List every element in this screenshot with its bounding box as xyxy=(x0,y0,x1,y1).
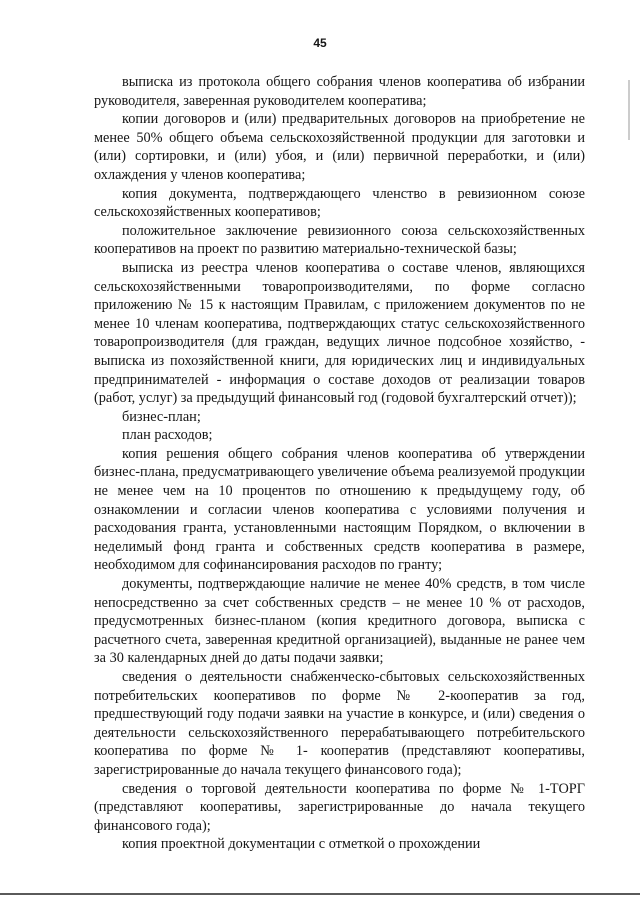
paragraph-meeting-decision: копия решения общего собрания членов кооператива об утверждении бизнес-плана, предусматривающего увеличение объема реализуемой продукции не менее чем на 10 процентов по отношению к предыдущему году, об ознакомлении и согласии членов кооператива с условиями получения и расходования гранта, установленными настоящим Порядком, о включении в неделимый фонд гранта и собственных средств кооператива в размере, необходимом для софинансирования расходов по гранту; xyxy=(94,445,585,574)
scan-bottom-edge xyxy=(0,893,640,895)
document-body xyxy=(94,73,585,854)
scan-edge-mark xyxy=(628,80,630,140)
page-number: 45 xyxy=(313,36,327,50)
paragraph-activity-reports: сведения о деятельности снабженческо-сбытовых сельскохозяйственных потребительских кооперативов по форме № 2-кооператив за год, предшествующий году подачи заявки на участие в конкурсе, и (или) сведения о деятельности сельскохозяйственного перерабатывающего потребительского кооператива по форме № 1- кооператив (представляют кооперативы, зарегистрированные до начала текущего финансового года); xyxy=(94,669,585,778)
paragraph-expense-plan: план расходов; xyxy=(122,427,213,444)
paragraph-trade-report: сведения о торговой деятельности кооператива по форме № 1-ТОРГ (представляют кооперативы, зарегистрированные до начала текущего финансового года); xyxy=(94,780,585,834)
paragraph-business-plan: бизнес-план; xyxy=(122,408,201,425)
paragraph-project-documentation: копия проектной документации с отметкой о прохождении xyxy=(122,836,481,853)
paragraph-audit-union-membership: копия документа, подтверждающего членство в ревизионном союзе сельскохозяйственных кооперативов; xyxy=(94,185,585,221)
paragraph-audit-union-conclusion: положительное заключение ревизионного союза сельскохозяйственных кооперативов на проект по развитию материально-технической базы; xyxy=(94,222,585,258)
paragraph-funds-documents: документы, подтверждающие наличие не менее 40% средств, в том числе непосредственно за счет собственных средств – не менее 10 % от расходов, предусмотренных бизнес-планом (копия кредитного договора, выписка с расчетного счета, заверенная кредитной организацией), выданные не ранее чем за 30 календарных дней до даты подачи заявки; xyxy=(94,576,585,667)
paragraph-members-register: выписка из реестра членов кооператива о составе членов, являющихся сельскохозяйственными товаропроизводителями, по форме согласно приложению № 15 к настоящим Правилам, с приложением документов по не менее 10 членам кооператива, подтверждающих статус сельскохозяйственного товаропроизводителя (для граждан, ведущих личное подсобное хозяйство, - выписка из похозяйственной книги, для юридических лиц и индивидуальных предпринимателей - информация о составе доходов от реализации товаров (работ, услуг) за предыдущий финансовый год (годовой бухгалтерский отчет)); xyxy=(94,259,585,407)
paragraph-protocol-extract: выписка из протокола общего собрания членов кооператива об избрании руководителя, заверенная руководителем кооператива; xyxy=(94,74,585,109)
paragraph-contract-copies: копии договоров и (или) предварительных договоров на приобретение не менее 50% общего объема сельскохозяйственной продукции для заготовки и (или) сортировки, и (или) убоя, и (или) первичной переработки, и (или) охлаждения у членов кооператива; xyxy=(94,111,585,183)
